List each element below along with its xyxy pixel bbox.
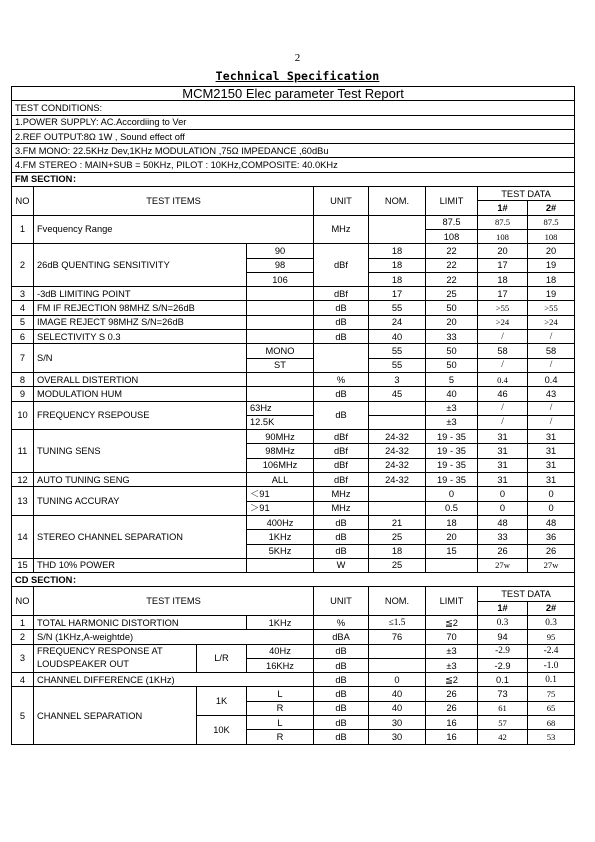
data-1: 26 <box>478 544 528 558</box>
nom-cell: 25 <box>369 558 426 572</box>
condition-cell: MONO <box>247 344 314 358</box>
nom-cell: 24-32 <box>369 430 426 444</box>
test-item-line: LOUDSPEAKER OUT <box>37 659 129 670</box>
data-2: 58 <box>528 344 575 358</box>
cd-header-items: TEST ITEMS <box>34 587 314 616</box>
table-row <box>12 630 575 644</box>
data-1: / <box>478 401 528 415</box>
data-2: 75 <box>528 687 575 701</box>
test-report-table <box>11 86 575 745</box>
test-item: TUNING SENS <box>34 430 247 473</box>
data-2: 31 <box>528 458 575 472</box>
limit-cell: ≦2 <box>426 673 478 687</box>
row-no: 13 <box>12 487 34 516</box>
unit-cell: dBf <box>314 473 369 487</box>
condition-item: 1.POWER SUPPLY: AC.Accordiing to Ver <box>12 115 575 129</box>
limit-cell: ≦2 <box>426 615 478 629</box>
row-no: 5 <box>12 687 34 744</box>
data-2: 95 <box>528 630 575 644</box>
nom-cell <box>369 644 426 658</box>
table-row <box>12 558 575 572</box>
unit-cell: dB <box>314 730 369 744</box>
data-1: 73 <box>478 687 528 701</box>
fm-header-limit: LIMIT <box>426 187 478 216</box>
table-row <box>12 215 575 229</box>
data-1: 33 <box>478 530 528 544</box>
unit-cell: % <box>314 615 369 629</box>
data-1: 0 <box>478 487 528 501</box>
limit-cell: 0 <box>426 487 478 501</box>
data-2: 87.5 <box>528 215 575 229</box>
row-no: 15 <box>12 558 34 572</box>
test-item: SELECTIVITY S 0.3 <box>34 330 247 344</box>
condition-cell: 1KHz <box>247 615 314 629</box>
unit-cell: dB <box>314 687 369 701</box>
data-1: >24 <box>478 315 528 329</box>
data-1: / <box>478 358 528 372</box>
data-1: 18 <box>478 272 528 286</box>
data-1: 31 <box>478 430 528 444</box>
test-item: FM IF REJECTION 98MHZ S/N=26dB <box>34 301 247 315</box>
limit-cell: 18 <box>426 515 478 529</box>
row-no: 1 <box>12 215 34 244</box>
data-2: 31 <box>528 444 575 458</box>
test-item: CHANNEL SEPARATION <box>34 687 197 744</box>
data-1: 0.4 <box>478 372 528 386</box>
table-row <box>12 401 575 415</box>
test-item: STEREO CHANNEL SEPARATION <box>34 515 247 558</box>
condition-cell: 400Hz <box>247 515 314 529</box>
data-2: 31 <box>528 473 575 487</box>
condition-item: 4.FM STEREO : MAIN+SUB = 50KHz, PILOT : 10KHz,COMPOSITE: 40.0KHz <box>12 158 575 172</box>
cd-section-label: CD SECTION： <box>12 573 575 587</box>
limit-cell: 50 <box>426 301 478 315</box>
data-2: 53 <box>528 730 575 744</box>
unit-cell <box>314 344 369 373</box>
data-1: 20 <box>478 244 528 258</box>
data-1: -2.9 <box>478 644 528 658</box>
nom-cell: 21 <box>369 515 426 529</box>
test-item: MODULATION HUM <box>34 387 247 401</box>
data-2: 18 <box>528 272 575 286</box>
row-no: 10 <box>12 401 34 430</box>
data-1: / <box>478 415 528 429</box>
row-no: 2 <box>12 244 34 287</box>
data-2: 19 <box>528 258 575 272</box>
test-item: AUTO TUNING SENG <box>34 473 247 487</box>
limit-cell: 33 <box>426 330 478 344</box>
test-item-line: FREQUENCY RESPONSE AT <box>37 646 163 657</box>
fm-header-test-data: TEST DATA <box>478 187 575 201</box>
report-title: MCM2150 Elec parameter Test Report <box>12 87 575 101</box>
nom-cell <box>369 415 426 429</box>
data-2: 43 <box>528 387 575 401</box>
fm-header-d2: 2# <box>528 201 575 215</box>
limit-cell: 0.5 <box>426 501 478 515</box>
condition-cell: ＜91 <box>247 487 314 501</box>
nom-cell: 55 <box>369 358 426 372</box>
row-no: 5 <box>12 315 34 329</box>
table-row <box>12 473 575 487</box>
nom-cell: 18 <box>369 272 426 286</box>
unit-cell: W <box>314 558 369 572</box>
fm-header-d1: 1# <box>478 201 528 215</box>
nom-cell: 25 <box>369 530 426 544</box>
unit-cell: dBf <box>314 458 369 472</box>
data-2: / <box>528 358 575 372</box>
test-item: OVERALL DISTERTION <box>34 372 247 386</box>
fm-header-unit: UNIT <box>314 187 369 216</box>
nom-cell: 40 <box>369 330 426 344</box>
data-1: -2.9 <box>478 658 528 672</box>
table-row <box>12 515 575 529</box>
channel-cell: L/R <box>197 644 247 673</box>
data-2: 0.4 <box>528 372 575 386</box>
data-1: 0.3 <box>478 615 528 629</box>
table-row <box>12 644 575 658</box>
row-no: 7 <box>12 344 34 373</box>
condition-cell <box>247 558 314 572</box>
nom-cell: 24-32 <box>369 444 426 458</box>
data-1: 27w <box>478 558 528 572</box>
test-item: Fvequency Range <box>34 215 314 244</box>
limit-cell: 25 <box>426 287 478 301</box>
data-2: 0.1 <box>528 673 575 687</box>
unit-cell: dBf <box>314 430 369 444</box>
unit-cell: dB <box>314 515 369 529</box>
condition-cell: 63Hz <box>247 401 314 415</box>
cd-header-no: NO <box>12 587 34 616</box>
limit-cell: 20 <box>426 315 478 329</box>
unit-cell: dB <box>314 658 369 672</box>
nom-cell <box>369 215 426 244</box>
data-2: / <box>528 401 575 415</box>
data-1: 17 <box>478 258 528 272</box>
condition-item: 3.FM MONO: 22.5KHz Dev,1KHz MODULATION ,75Ω IMPEDANCE ,60dBu <box>12 144 575 158</box>
data-1: 46 <box>478 387 528 401</box>
data-2: >55 <box>528 301 575 315</box>
nom-cell: 30 <box>369 730 426 744</box>
document-heading <box>0 69 595 83</box>
nom-cell <box>369 401 426 415</box>
data-2: 108 <box>528 229 575 243</box>
condition-cell: 106MHz <box>247 458 314 472</box>
limit-cell: 19 - 35 <box>426 458 478 472</box>
data-2: 65 <box>528 701 575 715</box>
nom-cell: 18 <box>369 258 426 272</box>
condition-item: 2.REF OUTPUT:8Ω 1W , Sound effect off <box>12 129 575 143</box>
test-item: S/N (1KHz,A-weightde) <box>34 630 314 644</box>
table-row <box>12 301 575 315</box>
data-1: 42 <box>478 730 528 744</box>
test-item: TUNING ACCURAY <box>34 487 247 516</box>
nom-cell <box>369 487 426 501</box>
condition-cell: 12.5K <box>247 415 314 429</box>
cd-header-d2: 2# <box>528 601 575 615</box>
unit-cell: dB <box>314 401 369 430</box>
test-item: -3dB LIMITING POINT <box>34 287 247 301</box>
data-2: / <box>528 415 575 429</box>
nom-cell: 24-32 <box>369 458 426 472</box>
row-no: 11 <box>12 430 34 473</box>
nom-cell: 3 <box>369 372 426 386</box>
nom-cell <box>369 501 426 515</box>
condition-cell: 16KHz <box>247 658 314 672</box>
limit-cell: ±3 <box>426 401 478 415</box>
nom-cell: 18 <box>369 544 426 558</box>
limit-cell: ±3 <box>426 658 478 672</box>
condition-cell: 1KHz <box>247 530 314 544</box>
nom-cell: 24 <box>369 315 426 329</box>
condition-cell: ＞91 <box>247 501 314 515</box>
unit-cell: MHz <box>314 501 369 515</box>
limit-cell: 22 <box>426 244 478 258</box>
data-2: 19 <box>528 287 575 301</box>
limit-cell: 108 <box>426 229 478 243</box>
condition-cell: 90 <box>247 244 314 258</box>
limit-cell: ±3 <box>426 644 478 658</box>
condition-cell <box>247 301 314 315</box>
channel-cell: R <box>247 701 314 715</box>
nom-cell: ≤1.5 <box>369 615 426 629</box>
table-row <box>12 687 575 701</box>
limit-cell: 87.5 <box>426 215 478 229</box>
condition-cell <box>247 372 314 386</box>
row-no: 6 <box>12 330 34 344</box>
table-row <box>12 673 575 687</box>
nom-cell <box>369 658 426 672</box>
limit-cell: 16 <box>426 730 478 744</box>
cd-header-limit: LIMIT <box>426 587 478 616</box>
table-row <box>12 330 575 344</box>
condition-cell: 40Hz <box>247 644 314 658</box>
row-no: 9 <box>12 387 34 401</box>
test-item: IMAGE REJECT 98MHZ S/N=26dB <box>34 315 247 329</box>
limit-cell: 22 <box>426 272 478 286</box>
data-2: >24 <box>528 315 575 329</box>
table-row <box>12 387 575 401</box>
cd-header-d1: 1# <box>478 601 528 615</box>
frequency-cell: 1K <box>197 687 247 716</box>
limit-cell: 5 <box>426 372 478 386</box>
data-2: 0.3 <box>528 615 575 629</box>
limit-cell: ±3 <box>426 415 478 429</box>
limit-cell: 50 <box>426 344 478 358</box>
limit-cell: 40 <box>426 387 478 401</box>
fm-header-no: NO <box>12 187 34 216</box>
row-no: 1 <box>12 615 34 629</box>
condition-cell <box>247 287 314 301</box>
row-no: 4 <box>12 673 34 687</box>
nom-cell: 76 <box>369 630 426 644</box>
unit-cell: dBf <box>314 244 369 287</box>
test-item: THD 10% POWER <box>34 558 247 572</box>
limit-cell: 20 <box>426 530 478 544</box>
channel-cell: L <box>247 687 314 701</box>
data-1: 31 <box>478 444 528 458</box>
test-item: CHANNEL DIFFERENCE (1KHz) <box>34 673 314 687</box>
limit-cell: 19 - 35 <box>426 473 478 487</box>
limit-cell: 19 - 35 <box>426 444 478 458</box>
condition-cell <box>247 330 314 344</box>
data-1: / <box>478 330 528 344</box>
condition-cell: 98MHz <box>247 444 314 458</box>
row-no: 2 <box>12 630 34 644</box>
data-1: 58 <box>478 344 528 358</box>
table-row <box>12 315 575 329</box>
nom-cell: 55 <box>369 301 426 315</box>
data-1: >55 <box>478 301 528 315</box>
data-1: 48 <box>478 515 528 529</box>
unit-cell: MHz <box>314 215 369 244</box>
row-no: 14 <box>12 515 34 558</box>
unit-cell: dB <box>314 387 369 401</box>
limit-cell: 26 <box>426 701 478 715</box>
limit-cell: 50 <box>426 358 478 372</box>
row-no: 3 <box>12 644 34 673</box>
limit-cell: 19 - 35 <box>426 430 478 444</box>
limit-cell: 15 <box>426 544 478 558</box>
data-2: / <box>528 330 575 344</box>
data-2: 27w <box>528 558 575 572</box>
data-2: 0 <box>528 487 575 501</box>
data-1: 0.1 <box>478 673 528 687</box>
test-item: 26dB QUENTING SENSITIVITY <box>34 244 247 287</box>
row-no: 12 <box>12 473 34 487</box>
unit-cell: dB <box>314 644 369 658</box>
unit-cell: dB <box>314 530 369 544</box>
data-1: 57 <box>478 716 528 730</box>
limit-cell: 16 <box>426 716 478 730</box>
table-row <box>12 372 575 386</box>
data-2: 36 <box>528 530 575 544</box>
condition-cell: 5KHz <box>247 544 314 558</box>
table-row <box>12 244 575 258</box>
limit-cell: 26 <box>426 687 478 701</box>
condition-cell <box>247 387 314 401</box>
unit-cell: % <box>314 372 369 386</box>
row-no: 4 <box>12 301 34 315</box>
data-2: -2.4 <box>528 644 575 658</box>
data-1: 17 <box>478 287 528 301</box>
data-1: 31 <box>478 458 528 472</box>
nom-cell: 40 <box>369 701 426 715</box>
data-1: 108 <box>478 229 528 243</box>
data-2: 48 <box>528 515 575 529</box>
condition-cell: 106 <box>247 272 314 286</box>
unit-cell: dBf <box>314 444 369 458</box>
table-row <box>12 615 575 629</box>
nom-cell: 55 <box>369 344 426 358</box>
data-2: -1.0 <box>528 658 575 672</box>
unit-cell: dB <box>314 330 369 344</box>
condition-cell: 98 <box>247 258 314 272</box>
fm-section-label: FM SECTION： <box>12 172 575 186</box>
condition-cell: ST <box>247 358 314 372</box>
channel-cell: R <box>247 730 314 744</box>
test-item: TOTAL HARMONIC DISTORTION <box>34 615 247 629</box>
page-number: 2 <box>294 52 301 64</box>
data-1: 87.5 <box>478 215 528 229</box>
unit-cell: dB <box>314 544 369 558</box>
cd-header-unit: UNIT <box>314 587 369 616</box>
data-2: 0 <box>528 501 575 515</box>
data-2: 26 <box>528 544 575 558</box>
nom-cell: 24-32 <box>369 473 426 487</box>
limit-cell: 70 <box>426 630 478 644</box>
nom-cell: 18 <box>369 244 426 258</box>
fm-header-items: TEST ITEMS <box>34 187 314 216</box>
nom-cell: 17 <box>369 287 426 301</box>
data-2: 68 <box>528 716 575 730</box>
unit-cell: dB <box>314 716 369 730</box>
table-row <box>12 487 575 501</box>
data-1: 31 <box>478 473 528 487</box>
cd-header-test-data: TEST DATA <box>478 587 575 601</box>
unit-cell: dB <box>314 315 369 329</box>
heading-text: Technical Specification <box>215 69 380 83</box>
test-item: FREQUENCY RSEPOUSE <box>34 401 247 430</box>
condition-cell: 90MHz <box>247 430 314 444</box>
fm-header-nom: NOM. <box>369 187 426 216</box>
row-no: 8 <box>12 372 34 386</box>
cd-header-nom: NOM. <box>369 587 426 616</box>
data-1: 61 <box>478 701 528 715</box>
conditions-label: TEST CONDITIONS: <box>12 101 575 115</box>
data-2: 20 <box>528 244 575 258</box>
data-1: 94 <box>478 630 528 644</box>
nom-cell: 40 <box>369 687 426 701</box>
condition-cell: ALL <box>247 473 314 487</box>
data-2: 31 <box>528 430 575 444</box>
row-no: 3 <box>12 287 34 301</box>
data-1: 0 <box>478 501 528 515</box>
limit-cell <box>426 558 478 572</box>
unit-cell: dB <box>314 673 369 687</box>
limit-cell: 22 <box>426 258 478 272</box>
frequency-cell: 10K <box>197 716 247 745</box>
test-item: S/N <box>34 344 247 373</box>
table-row <box>12 287 575 301</box>
unit-cell: MHz <box>314 487 369 501</box>
nom-cell: 45 <box>369 387 426 401</box>
channel-cell: L <box>247 716 314 730</box>
unit-cell: dBA <box>314 630 369 644</box>
condition-cell <box>247 315 314 329</box>
unit-cell: dB <box>314 701 369 715</box>
table-row <box>12 430 575 444</box>
unit-cell: dB <box>314 301 369 315</box>
test-item <box>34 644 197 673</box>
nom-cell: 30 <box>369 716 426 730</box>
nom-cell: 0 <box>369 673 426 687</box>
table-row <box>12 344 575 358</box>
unit-cell: dBf <box>314 287 369 301</box>
